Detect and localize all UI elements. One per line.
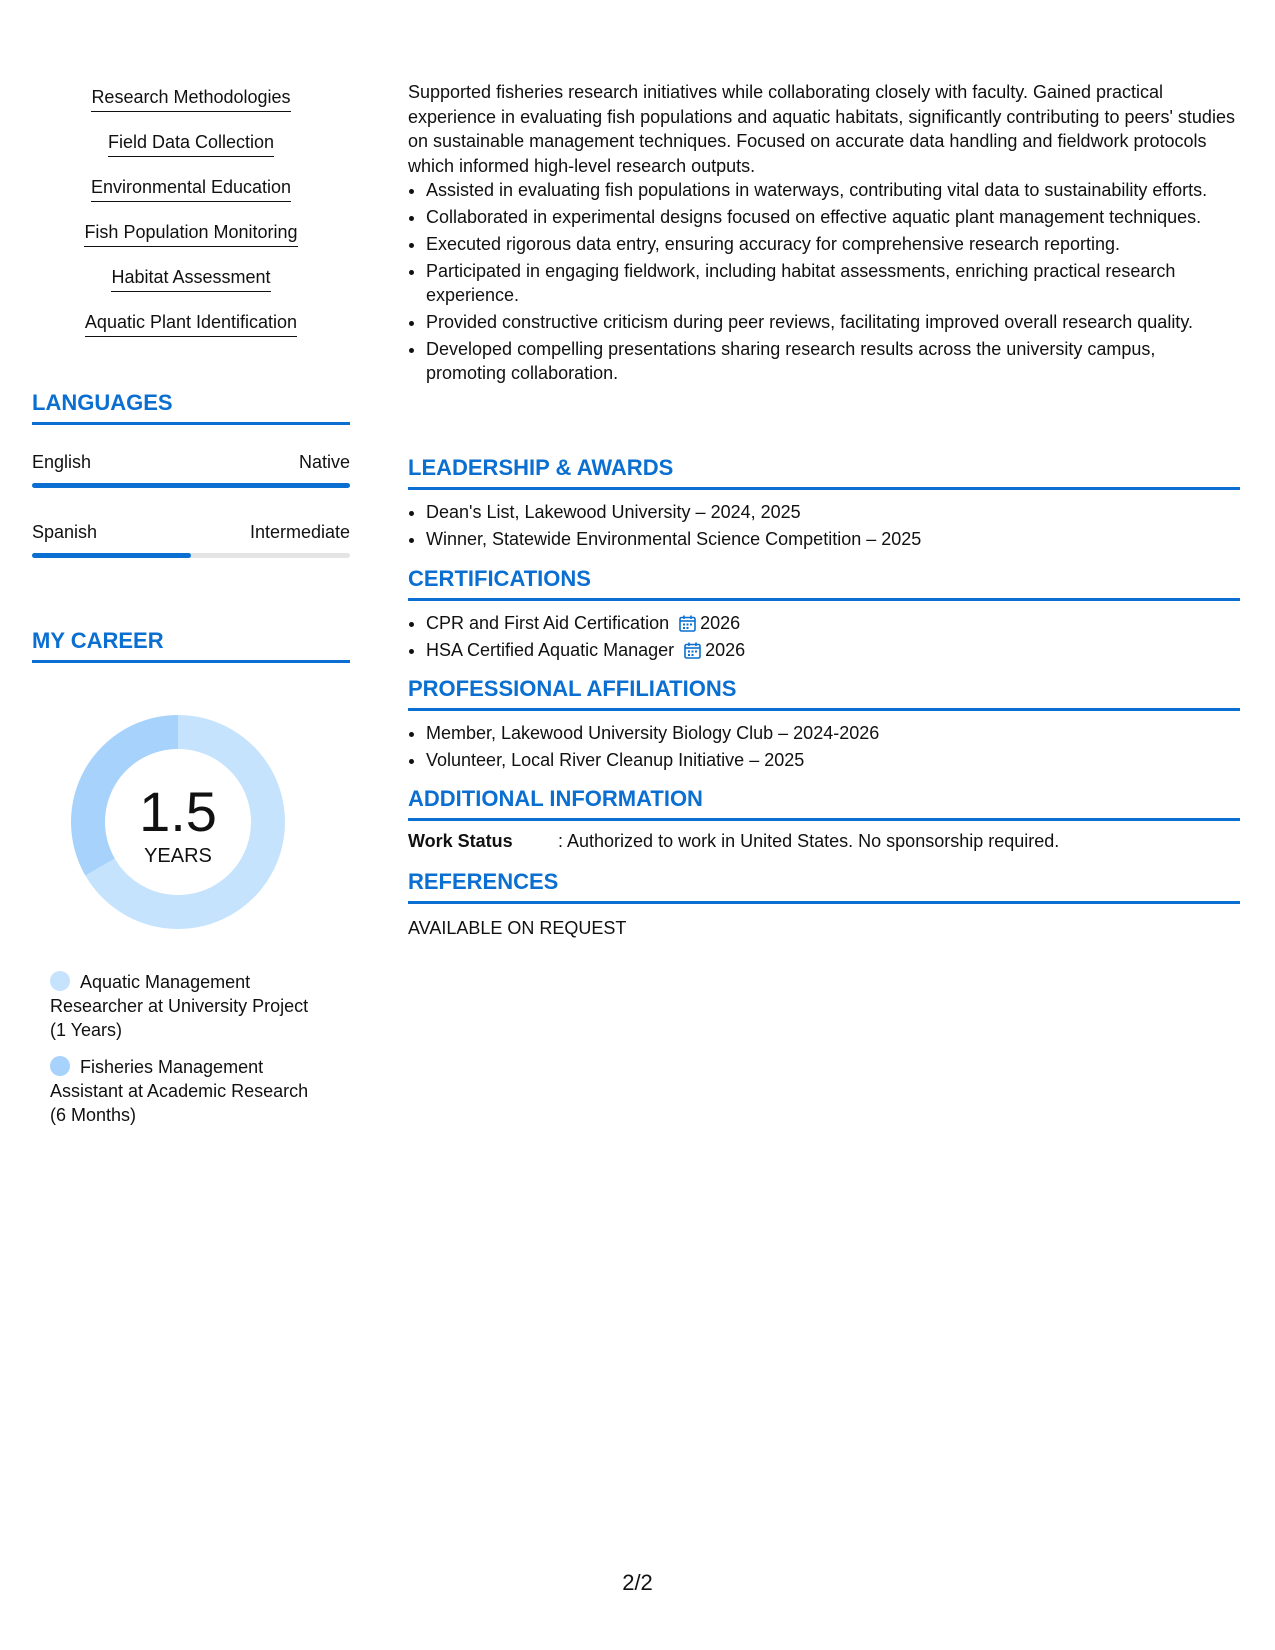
skill-item: [32, 221, 350, 266]
awards-list: [408, 500, 1240, 551]
skill-label: Habitat Assessment: [111, 266, 270, 292]
affiliation-item: • Member, Lakewood University Biology Club – 2024-2026: [426, 721, 1240, 745]
skill-item: [32, 266, 350, 311]
affiliations-title: PROFESSIONAL AFFILIATIONS: [408, 676, 737, 701]
section-divider: [408, 487, 1240, 490]
certification-item: [426, 611, 1240, 635]
section-divider: [408, 818, 1240, 821]
calendar-icon: [684, 642, 701, 659]
references-section: [408, 869, 1240, 940]
language-bar-track: [32, 553, 350, 558]
skill-label: Aquatic Plant Identification: [85, 311, 297, 337]
section-divider: [408, 901, 1240, 904]
career-total-unit: YEARS: [144, 845, 212, 867]
role-duration: (6 Months): [50, 1105, 137, 1125]
language-name: Spanish: [32, 522, 98, 542]
experience-summary: [408, 80, 1240, 388]
experience-bullets: [408, 178, 1240, 385]
career-donut-chart: [66, 710, 290, 934]
skill-item: [32, 131, 350, 176]
language-item: [32, 521, 350, 591]
career-role-item: [50, 970, 350, 1042]
language-name: English: [32, 452, 92, 472]
career-title: MY CAREER: [32, 628, 164, 653]
role-line: Aquatic Management: [80, 972, 251, 992]
language-bar-fill: [32, 483, 350, 488]
awards-section: [408, 455, 1240, 554]
work-status-row: [408, 831, 1240, 852]
bullet-item: • Executed rigorous data entry, ensuring accuracy for comprehensive research reporting.: [426, 232, 1240, 256]
skill-label: Environmental Education: [91, 176, 291, 202]
languages-title: LANGUAGES: [32, 390, 173, 415]
award-item: • Dean's List, Lakewood University – 2024, 2025: [426, 500, 1240, 524]
work-status-value: : Authorized to work in United States. No sponsorship required.: [558, 831, 1060, 851]
section-divider: [408, 708, 1240, 711]
bullet-item: • Collaborated in experimental designs focused on effective aquatic plant management techniques.: [426, 205, 1240, 229]
language-level: Native: [298, 452, 350, 472]
awards-title: LEADERSHIP & AWARDS: [408, 455, 674, 480]
affiliations-section: [408, 676, 1240, 775]
skill-item: [32, 311, 350, 356]
bullet-item: • Provided constructive criticism during peer reviews, facilitating improved overall research quality.: [426, 310, 1240, 334]
references-title: REFERENCES: [408, 869, 559, 894]
role-line: Researcher at University Project: [50, 996, 309, 1016]
language-bar-fill: [32, 553, 191, 558]
affiliations-list: [408, 721, 1240, 772]
legend-dot: [50, 1056, 70, 1076]
skill-label: Field Data Collection: [108, 131, 274, 157]
bullet-item: • Participated in engaging fieldwork, including habitat assessments, enriching practical research experience.: [426, 259, 1240, 307]
page-number: 2/2: [622, 1570, 653, 1595]
language-item: [32, 451, 350, 521]
career-legend: [50, 970, 350, 1140]
career-section: [32, 628, 350, 663]
certifications-title: CERTIFICATIONS: [408, 566, 591, 591]
work-status-label: Work Status: [408, 831, 513, 851]
career-total-value: 1.5: [139, 780, 217, 843]
role-duration: (1 Years): [50, 1020, 123, 1040]
certification-year: 2026: [700, 613, 741, 633]
skills-list: [32, 86, 350, 356]
calendar-icon: [679, 615, 696, 632]
certification-name: HSA Certified Aquatic Manager: [426, 640, 675, 660]
award-item: • Winner, Statewide Environmental Science Competition – 2025: [426, 527, 1240, 551]
career-role-item: [50, 1055, 350, 1127]
skill-item: [32, 176, 350, 221]
role-line: Fisheries Management: [80, 1057, 264, 1077]
certification-name: CPR and First Aid Certification: [426, 613, 670, 633]
summary-paragraph: Supported fisheries research initiatives while collaborating closely with faculty. Gained practical experience in evaluating fish populations and aquatic habitats, significantly contributing to peers' studies on sustainable management techniques. Focused on accurate data handling and fieldwork protocols which informed high-level research outputs.: [408, 82, 1235, 176]
bullet-item: • Developed compelling presentations sharing research results across the university campus, promoting collaboration.: [426, 337, 1240, 385]
affiliation-item: • Volunteer, Local River Cleanup Initiative – 2025: [426, 748, 1240, 772]
skill-label: Research Methodologies: [91, 86, 290, 112]
role-line: Assistant at Academic Research: [50, 1081, 309, 1101]
bullet-item: • Assisted in evaluating fish populations in waterways, contributing vital data to sustainability efforts.: [426, 178, 1240, 202]
additional-info-section: [408, 786, 1240, 852]
language-bar-track: [32, 483, 350, 488]
certifications-list: [408, 611, 1240, 662]
skill-item: [32, 86, 350, 131]
language-level: Intermediate: [249, 522, 350, 542]
certification-year: 2026: [705, 640, 746, 660]
additional-info-title: ADDITIONAL INFORMATION: [408, 786, 703, 811]
section-divider: [32, 660, 350, 663]
certification-item: [426, 638, 1240, 662]
section-divider: [408, 598, 1240, 601]
languages-section: [32, 390, 350, 591]
legend-dot: [50, 971, 70, 991]
certifications-section: [408, 566, 1240, 665]
donut-center: [66, 710, 290, 934]
references-text: AVAILABLE ON REQUEST: [408, 918, 627, 938]
skill-label: Fish Population Monitoring: [84, 221, 297, 247]
